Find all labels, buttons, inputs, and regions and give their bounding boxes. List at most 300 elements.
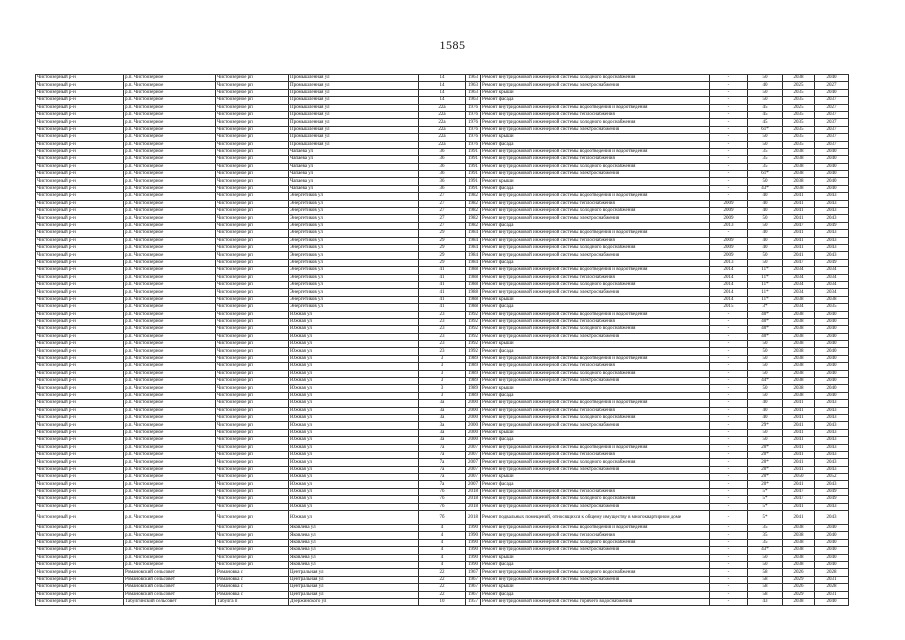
house-number-cell: 3а bbox=[419, 437, 466, 444]
settlement-cell: р.п. Чистоозерное bbox=[124, 252, 216, 259]
work-type-cell: Ремонт внутридомовой инженерной системы холодного водоснабжения bbox=[481, 119, 710, 126]
house-number-cell: 23 bbox=[419, 341, 466, 348]
district-cell: Чистоозерный р-н bbox=[36, 569, 124, 576]
street-cell: Энергетиков ул bbox=[289, 222, 419, 229]
house-number-cell: 22 bbox=[419, 591, 466, 598]
plan-start-year-cell: 2047 bbox=[783, 222, 815, 229]
plan-start-year-cell: 2041 bbox=[783, 400, 815, 407]
district-cell: Чистоозерный р-н bbox=[36, 171, 124, 178]
plan-start-year-cell: 2047 bbox=[783, 259, 815, 266]
street-cell: Южная ул bbox=[289, 481, 419, 488]
wear-percent-cell: 20* bbox=[748, 466, 783, 473]
plan-start-year-cell: 2035 bbox=[783, 126, 815, 133]
house-number-cell: 27 bbox=[419, 200, 466, 207]
locality-cell: Чистоозерное рп bbox=[216, 539, 289, 546]
table-row bbox=[36, 496, 849, 503]
last-repair-year-cell: 2013 bbox=[710, 222, 748, 229]
plan-start-year-cell: 2025 bbox=[783, 82, 815, 89]
work-type-cell: Ремонт внутридомовой инженерной системы электроснабжения bbox=[481, 547, 710, 554]
locality-cell: Чистоозерное рп bbox=[216, 348, 289, 355]
plan-end-year-cell: 2040 bbox=[815, 185, 849, 192]
locality-cell: Чистоозерное рп bbox=[216, 488, 289, 495]
street-cell: Южная ул bbox=[289, 503, 419, 510]
table-row bbox=[36, 459, 849, 466]
plan-end-year-cell: 2043 bbox=[815, 466, 849, 473]
plan-end-year-cell: 2043 bbox=[815, 414, 849, 421]
settlement-cell: р.п. Чистоозерное bbox=[124, 215, 216, 222]
house-number-cell: 23 bbox=[419, 311, 466, 318]
settlement-cell: р.п. Чистоозерное bbox=[124, 111, 216, 118]
build-year-cell: 1988 bbox=[466, 281, 481, 288]
district-cell: Чистоозерный р-н bbox=[36, 466, 124, 473]
table-row bbox=[36, 163, 849, 170]
house-number-cell: 7а bbox=[419, 474, 466, 481]
last-repair-year-cell: - bbox=[710, 126, 748, 133]
plan-start-year-cell: 2038 bbox=[783, 333, 815, 340]
settlement-cell: р.п. Чистоозерное bbox=[124, 341, 216, 348]
work-type-cell: Ремонт внутридомовой инженерной системы водоотведения и водоотведения bbox=[481, 355, 710, 362]
house-number-cell: 3а bbox=[419, 422, 466, 429]
build-year-cell: 1963 bbox=[466, 82, 481, 89]
build-year-cell: 1990 bbox=[466, 525, 481, 532]
settlement-cell: Романовский сельсовет bbox=[124, 584, 216, 591]
wear-percent-cell: 35 bbox=[748, 163, 783, 170]
work-type-cell: Ремонт внутридомовой инженерной системы водоотведения и водоотведения bbox=[481, 400, 710, 407]
house-number-cell: 7б bbox=[419, 503, 466, 510]
district-cell: Чистоозерный р-н bbox=[36, 134, 124, 141]
settlement-cell: Романовский сельсовет bbox=[124, 591, 216, 598]
build-year-cell: 1976 bbox=[466, 126, 481, 133]
last-repair-year-cell: - bbox=[710, 378, 748, 385]
wear-percent-cell: 50 bbox=[748, 562, 783, 569]
last-repair-year-cell: - bbox=[710, 569, 748, 576]
table-row bbox=[36, 311, 849, 318]
build-year-cell: 1982 bbox=[466, 200, 481, 207]
locality-cell: Чистоозерное рп bbox=[216, 385, 289, 392]
plan-end-year-cell: 2027 bbox=[815, 82, 849, 89]
locality-cell: Чистоозерное рп bbox=[216, 459, 289, 466]
plan-start-year-cell: 2038 bbox=[783, 547, 815, 554]
plan-end-year-cell: 2031 bbox=[815, 591, 849, 598]
wear-percent-cell: 20* bbox=[748, 444, 783, 451]
wear-percent-cell: 40* bbox=[748, 311, 783, 318]
work-type-cell: Ремонт крыши bbox=[481, 134, 710, 141]
build-year-cell: 1967 bbox=[466, 591, 481, 598]
district-cell: Чистоозерный р-н bbox=[36, 400, 124, 407]
house-number-cell: 3 bbox=[419, 385, 466, 392]
settlement-cell: р.п. Чистоозерное bbox=[124, 378, 216, 385]
plan-start-year-cell: 2035 bbox=[783, 141, 815, 148]
locality-cell: Чистоозерное рп bbox=[216, 230, 289, 237]
locality-cell: Чистоозерное рп bbox=[216, 244, 289, 251]
locality-cell: Чистоозерное рп bbox=[216, 119, 289, 126]
last-repair-year-cell: - bbox=[710, 119, 748, 126]
locality-cell: Чистоозерное рп bbox=[216, 208, 289, 215]
build-year-cell: 1967 bbox=[466, 576, 481, 583]
plan-start-year-cell: 2038 bbox=[783, 178, 815, 185]
table-row bbox=[36, 200, 849, 207]
wear-percent-cell: 20* bbox=[748, 459, 783, 466]
house-number-cell: 27 bbox=[419, 215, 466, 222]
wear-percent-cell: 58 bbox=[748, 569, 783, 576]
settlement-cell: р.п. Чистоозерное bbox=[124, 318, 216, 325]
wear-percent-cell: 40* bbox=[748, 318, 783, 325]
build-year-cell: 1991 bbox=[466, 148, 481, 155]
wear-percent-cell: 50 bbox=[748, 252, 783, 259]
plan-start-year-cell: 2038 bbox=[783, 341, 815, 348]
street-cell: Энергетиков ул bbox=[289, 193, 419, 200]
wear-percent-cell: 40* bbox=[748, 326, 783, 333]
plan-end-year-cell: 2043 bbox=[815, 444, 849, 451]
work-type-cell: Ремонт фасада bbox=[481, 481, 710, 488]
table-row bbox=[36, 547, 849, 554]
work-type-cell: Ремонт внутридомовой инженерной системы водоотведения и водоотведения bbox=[481, 104, 710, 111]
wear-percent-cell: 50 bbox=[748, 97, 783, 104]
work-type-cell: Ремонт внутридомовой инженерной системы холодного водоснабжения bbox=[481, 163, 710, 170]
build-year-cell: 1991 bbox=[466, 185, 481, 192]
wear-percent-cell: 58 bbox=[748, 576, 783, 583]
last-repair-year-cell: - bbox=[710, 503, 748, 510]
table-row bbox=[36, 422, 849, 429]
table-row bbox=[36, 400, 849, 407]
wear-percent-cell: 35 bbox=[748, 148, 783, 155]
build-year-cell: 2000 bbox=[466, 414, 481, 421]
last-repair-year-cell: - bbox=[710, 554, 748, 561]
build-year-cell: 2007 bbox=[466, 481, 481, 488]
locality-cell: Чистоозерное рп bbox=[216, 75, 289, 82]
street-cell: Чапаева ул bbox=[289, 156, 419, 163]
build-year-cell: 1982 bbox=[466, 208, 481, 215]
plan-end-year-cell: 2040 bbox=[815, 311, 849, 318]
settlement-cell: р.п. Чистоозерное bbox=[124, 222, 216, 229]
locality-cell: Чистоозерное рп bbox=[216, 104, 289, 111]
street-cell: Центральная ул bbox=[289, 569, 419, 576]
table-row bbox=[36, 237, 849, 244]
district-cell: Чистоозерный р-н bbox=[36, 119, 124, 126]
work-type-cell: Ремонт фасада bbox=[481, 141, 710, 148]
street-cell: Энергетиков ул bbox=[289, 296, 419, 303]
district-cell: Чистоозерный р-н bbox=[36, 126, 124, 133]
street-cell: Энергетиков ул bbox=[289, 200, 419, 207]
settlement-cell: р.п. Чистоозерное bbox=[124, 414, 216, 421]
last-repair-year-cell: 2014 bbox=[710, 296, 748, 303]
settlement-cell: р.п. Чистоозерное bbox=[124, 289, 216, 296]
street-cell: Южная ул bbox=[289, 496, 419, 503]
locality-cell: Чистоозерное рп bbox=[216, 407, 289, 414]
settlement-cell: р.п. Чистоозерное bbox=[124, 437, 216, 444]
settlement-cell: р.п. Чистоозерное bbox=[124, 422, 216, 429]
street-cell: Промышленная ул bbox=[289, 104, 419, 111]
district-cell: Чистоозерный р-н bbox=[36, 385, 124, 392]
house-number-cell: 22а bbox=[419, 126, 466, 133]
last-repair-year-cell: - bbox=[710, 532, 748, 539]
plan-end-year-cell: 2031 bbox=[815, 576, 849, 583]
work-type-cell: Ремонт крыши bbox=[481, 89, 710, 96]
plan-end-year-cell: 2043 bbox=[815, 230, 849, 237]
district-cell: Чистоозерный р-н bbox=[36, 141, 124, 148]
wear-percent-cell: 35 bbox=[748, 525, 783, 532]
settlement-cell: р.п. Чистоозерное bbox=[124, 193, 216, 200]
plan-end-year-cell: 2040 bbox=[815, 163, 849, 170]
plan-end-year-cell: 2040 bbox=[815, 178, 849, 185]
settlement-cell: р.п. Чистоозерное bbox=[124, 488, 216, 495]
table-row bbox=[36, 562, 849, 569]
last-repair-year-cell: - bbox=[710, 97, 748, 104]
last-repair-year-cell: - bbox=[710, 178, 748, 185]
house-number-cell: 3 bbox=[419, 392, 466, 399]
district-cell: Чистоозерный р-н bbox=[36, 444, 124, 451]
wear-percent-cell: 5* bbox=[748, 511, 783, 525]
settlement-cell: р.п. Чистоозерное bbox=[124, 200, 216, 207]
district-cell: Чистоозерный р-н bbox=[36, 496, 124, 503]
house-number-cell: 7а bbox=[419, 444, 466, 451]
wear-percent-cell: 43* bbox=[748, 547, 783, 554]
house-number-cell: 3 bbox=[419, 363, 466, 370]
plan-end-year-cell: 2028 bbox=[815, 569, 849, 576]
build-year-cell: 1982 bbox=[466, 193, 481, 200]
district-cell: Чистоозерный р-н bbox=[36, 208, 124, 215]
street-cell: Южная ул bbox=[289, 429, 419, 436]
house-number-cell: 27 bbox=[419, 193, 466, 200]
settlement-cell: р.п. Чистоозерное bbox=[124, 304, 216, 311]
work-type-cell: Ремонт внутридомовой инженерной системы горячего водоснабжения bbox=[481, 598, 710, 605]
district-cell: Чистоозерный р-н bbox=[36, 333, 124, 340]
last-repair-year-cell: - bbox=[710, 429, 748, 436]
table-row bbox=[36, 318, 849, 325]
wear-percent-cell: 40 bbox=[748, 193, 783, 200]
settlement-cell: р.п. Чистоозерное bbox=[124, 385, 216, 392]
house-number-cell: 29 bbox=[419, 252, 466, 259]
locality-cell: Чистоозерное рп bbox=[216, 326, 289, 333]
locality-cell: Чистоозерное рп bbox=[216, 274, 289, 281]
plan-end-year-cell: 2049 bbox=[815, 488, 849, 495]
last-repair-year-cell: - bbox=[710, 111, 748, 118]
plan-start-year-cell: 2038 bbox=[783, 311, 815, 318]
plan-end-year-cell: 2040 bbox=[815, 156, 849, 163]
table-row bbox=[36, 111, 849, 118]
locality-cell: Чистоозерное рп bbox=[216, 429, 289, 436]
house-number-cell: 29 bbox=[419, 230, 466, 237]
work-type-cell: Ремонт внутридомовой инженерной системы электроснабжения bbox=[481, 252, 710, 259]
table-row bbox=[36, 414, 849, 421]
locality-cell: Чистоозерное рп bbox=[216, 89, 289, 96]
table-row bbox=[36, 252, 849, 259]
settlement-cell: Романовский сельсовет bbox=[124, 576, 216, 583]
repair-schedule-table bbox=[35, 74, 849, 606]
wear-percent-cell: 45 bbox=[748, 104, 783, 111]
build-year-cell: 1957 bbox=[466, 598, 481, 605]
street-cell: Яковлева ул bbox=[289, 525, 419, 532]
work-type-cell: Ремонт внутридомовой инженерной системы теплоснабжения bbox=[481, 488, 710, 495]
table-row bbox=[36, 304, 849, 311]
house-number-cell: 23 bbox=[419, 318, 466, 325]
district-cell: Чистоозерный р-н bbox=[36, 532, 124, 539]
last-repair-year-cell: 2009 bbox=[710, 244, 748, 251]
last-repair-year-cell: - bbox=[710, 326, 748, 333]
plan-start-year-cell: 2038 bbox=[783, 318, 815, 325]
work-type-cell: Ремонт внутридомовой инженерной системы водоотведения и водоотведения bbox=[481, 444, 710, 451]
district-cell: Чистоозерный р-н bbox=[36, 459, 124, 466]
street-cell: Энергетиков ул bbox=[289, 215, 419, 222]
plan-start-year-cell: 2041 bbox=[783, 481, 815, 488]
build-year-cell: 1992 bbox=[466, 333, 481, 340]
settlement-cell: р.п. Чистоозерное bbox=[124, 208, 216, 215]
table-row bbox=[36, 97, 849, 104]
plan-start-year-cell: 2034 bbox=[783, 304, 815, 311]
district-cell: Чистоозерный р-н bbox=[36, 281, 124, 288]
plan-end-year-cell: 2043 bbox=[815, 407, 849, 414]
wear-percent-cell: 35 bbox=[748, 532, 783, 539]
build-year-cell: 1988 bbox=[466, 267, 481, 274]
plan-start-year-cell: 2038 bbox=[783, 156, 815, 163]
table-row bbox=[36, 378, 849, 385]
plan-start-year-cell: 2035 bbox=[783, 97, 815, 104]
settlement-cell: р.п. Чистоозерное bbox=[124, 547, 216, 554]
settlement-cell: р.п. Чистоозерное bbox=[124, 104, 216, 111]
street-cell: Южная ул bbox=[289, 414, 419, 421]
locality-cell: Чистоозерное рп bbox=[216, 148, 289, 155]
plan-start-year-cell: 2038 bbox=[783, 554, 815, 561]
build-year-cell: 2018 bbox=[466, 511, 481, 525]
plan-start-year-cell: 2029 bbox=[783, 591, 815, 598]
settlement-cell: р.п. Чистоозерное bbox=[124, 444, 216, 451]
build-year-cell: 2007 bbox=[466, 466, 481, 473]
settlement-cell: р.п. Чистоозерное bbox=[124, 355, 216, 362]
wear-percent-cell: 11* bbox=[748, 274, 783, 281]
last-repair-year-cell: 2009 bbox=[710, 215, 748, 222]
last-repair-year-cell: 2009 bbox=[710, 237, 748, 244]
build-year-cell: 2018 bbox=[466, 496, 481, 503]
locality-cell: Чистоозерное рп bbox=[216, 304, 289, 311]
build-year-cell: 2018 bbox=[466, 488, 481, 495]
locality-cell: Чистоозерное рп bbox=[216, 496, 289, 503]
plan-start-year-cell: 2041 bbox=[783, 503, 815, 510]
last-repair-year-cell: - bbox=[710, 104, 748, 111]
work-type-cell: Ремонт внутридомовой инженерной системы электроснабжения bbox=[481, 289, 710, 296]
locality-cell: Романовка с bbox=[216, 576, 289, 583]
plan-start-year-cell: 2038 bbox=[783, 378, 815, 385]
table-row bbox=[36, 193, 849, 200]
plan-start-year-cell: 2047 bbox=[783, 496, 815, 503]
street-cell: Энергетиков ул bbox=[289, 237, 419, 244]
house-number-cell: 14 bbox=[419, 97, 466, 104]
plan-start-year-cell: 2038 bbox=[783, 370, 815, 377]
street-cell: Южная ул bbox=[289, 311, 419, 318]
table-row bbox=[36, 481, 849, 488]
settlement-cell: р.п. Чистоозерное bbox=[124, 326, 216, 333]
table-row bbox=[36, 156, 849, 163]
settlement-cell: р.п. Чистоозерное bbox=[124, 185, 216, 192]
settlement-cell: р.п. Чистоозерное bbox=[124, 296, 216, 303]
street-cell: Энергетиков ул bbox=[289, 274, 419, 281]
last-repair-year-cell: - bbox=[710, 451, 748, 458]
build-year-cell: 1989 bbox=[466, 363, 481, 370]
street-cell: Яковлева ул bbox=[289, 554, 419, 561]
last-repair-year-cell: 2015 bbox=[710, 304, 748, 311]
settlement-cell: р.п. Чистоозерное bbox=[124, 163, 216, 170]
street-cell: Промышленная ул bbox=[289, 89, 419, 96]
last-repair-year-cell: - bbox=[710, 547, 748, 554]
district-cell: Чистоозерный р-н bbox=[36, 156, 124, 163]
settlement-cell: р.п. Чистоозерное bbox=[124, 97, 216, 104]
street-cell: Энергетиков ул bbox=[289, 208, 419, 215]
plan-start-year-cell: 2041 bbox=[783, 422, 815, 429]
plan-start-year-cell: 2041 bbox=[783, 437, 815, 444]
house-number-cell: 22 bbox=[419, 584, 466, 591]
plan-end-year-cell: 2043 bbox=[815, 208, 849, 215]
last-repair-year-cell: - bbox=[710, 370, 748, 377]
build-year-cell: 1989 bbox=[466, 385, 481, 392]
district-cell: Чистоозерный р-н bbox=[36, 481, 124, 488]
plan-end-year-cell: 2040 bbox=[815, 532, 849, 539]
wear-percent-cell: 29* bbox=[748, 422, 783, 429]
build-year-cell: 1984 bbox=[466, 259, 481, 266]
plan-start-year-cell: 2038 bbox=[783, 163, 815, 170]
locality-cell: Табулга п bbox=[216, 598, 289, 605]
settlement-cell: р.п. Чистоозерное bbox=[124, 178, 216, 185]
street-cell: Чапаева ул bbox=[289, 171, 419, 178]
build-year-cell: 1991 bbox=[466, 163, 481, 170]
build-year-cell: 2007 bbox=[466, 474, 481, 481]
street-cell: Южная ул bbox=[289, 451, 419, 458]
plan-end-year-cell: 2040 bbox=[815, 547, 849, 554]
plan-end-year-cell: 2040 bbox=[815, 171, 849, 178]
last-repair-year-cell: - bbox=[710, 488, 748, 495]
table-row bbox=[36, 222, 849, 229]
district-cell: Чистоозерный р-н bbox=[36, 591, 124, 598]
build-year-cell: 1988 bbox=[466, 289, 481, 296]
plan-start-year-cell: 2041 bbox=[783, 451, 815, 458]
house-number-cell: 4 bbox=[419, 554, 466, 561]
table-row bbox=[36, 341, 849, 348]
street-cell: Южная ул bbox=[289, 326, 419, 333]
settlement-cell: Романовский сельсовет bbox=[124, 569, 216, 576]
house-number-cell: 22 bbox=[419, 569, 466, 576]
locality-cell: Чистоозерное рп bbox=[216, 141, 289, 148]
table-row bbox=[36, 274, 849, 281]
settlement-cell: р.п. Чистоозерное bbox=[124, 503, 216, 510]
work-type-cell: Ремонт внутридомовой инженерной системы электроснабжения bbox=[481, 422, 710, 429]
district-cell: Чистоозерный р-н bbox=[36, 230, 124, 237]
last-repair-year-cell: - bbox=[710, 385, 748, 392]
settlement-cell: р.п. Чистоозерное bbox=[124, 82, 216, 89]
street-cell: Энергетиков ул bbox=[289, 289, 419, 296]
settlement-cell: р.п. Чистоозерное bbox=[124, 126, 216, 133]
plan-end-year-cell: 2034 bbox=[815, 289, 849, 296]
last-repair-year-cell: - bbox=[710, 525, 748, 532]
house-number-cell: 14 bbox=[419, 82, 466, 89]
plan-end-year-cell: 2027 bbox=[815, 104, 849, 111]
table-row bbox=[36, 488, 849, 495]
build-year-cell: 1988 bbox=[466, 304, 481, 311]
work-type-cell: Ремонт фасада bbox=[481, 348, 710, 355]
settlement-cell: р.п. Чистоозерное bbox=[124, 237, 216, 244]
last-repair-year-cell: - bbox=[710, 333, 748, 340]
house-number-cell: 4 bbox=[419, 525, 466, 532]
locality-cell: Чистоозерное рп bbox=[216, 111, 289, 118]
last-repair-year-cell: - bbox=[710, 437, 748, 444]
plan-end-year-cell: 2052 bbox=[815, 474, 849, 481]
work-type-cell: Ремонт внутридомовой инженерной системы холодного водоснабжения bbox=[481, 459, 710, 466]
settlement-cell: р.п. Чистоозерное bbox=[124, 525, 216, 532]
last-repair-year-cell: - bbox=[710, 496, 748, 503]
plan-end-year-cell: 2049 bbox=[815, 496, 849, 503]
wear-percent-cell: 50 bbox=[748, 259, 783, 266]
plan-start-year-cell: 2034 bbox=[783, 281, 815, 288]
locality-cell: Чистоозерное рп bbox=[216, 341, 289, 348]
plan-start-year-cell: 2041 bbox=[783, 414, 815, 421]
plan-start-year-cell: 2041 bbox=[783, 407, 815, 414]
